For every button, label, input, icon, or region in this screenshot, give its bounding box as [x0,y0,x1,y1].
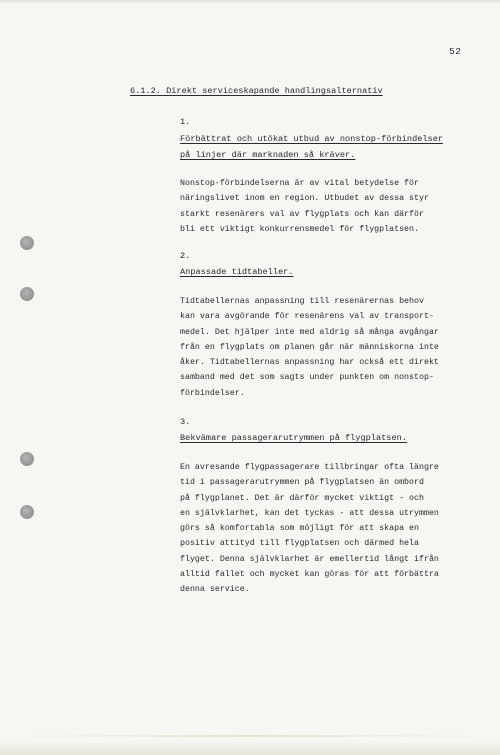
item-3-body-line: positiv attityd till flygplatsen och därmed hela [180,539,419,549]
item-1-title [180,131,443,163]
punch-hole [20,452,34,466]
item-2-body-line: från en flygplats om planen går när människorna inte [180,342,439,352]
item-3-body-line: görs så komfortabla som möjligt för att skapa en [180,524,419,534]
item-1-body-line: näringslivet inom en region. Utbudet av dessa styr [180,194,429,204]
punch-hole [20,287,34,301]
item-3-body-line: en självklarhet, kan det tyckas - att dessa utrymmen [180,508,439,518]
item-2-body-line: kan vara avgörande för resenärens val av transport- [180,312,434,322]
page-bottom-mark [20,735,480,737]
item-2-title [180,264,293,280]
page-bottom-edge [0,741,500,755]
item-1-body [180,176,429,237]
item-2-body-line: medel. Det hjälper inte med aldrig så många avgångar [180,327,439,337]
punch-hole [20,505,34,519]
item-3-body-line: En avresande flygpassagerare tillbringar ofta längre [180,463,439,472]
item-3-body-line: alltid fallet och mycket kan göras för att förbättra [180,570,439,580]
item-2-body [180,294,439,401]
item-3-body-line: på flygplanet. Det är därför mycket viktigt - och [180,493,424,503]
item-2-title-line: Anpassade tidtabeller. [180,267,294,277]
item-1-number: 1. [180,117,191,127]
section-heading: 6.1.2. Direkt serviceskapande handlingsalternativ [130,86,383,96]
item-2-body-line: Tidtabellernas anpassning till resenärernas behov [180,297,424,306]
page-top-edge [0,0,500,4]
item-1-body-line: starkt resenärers val av flygplats och kan därför [180,209,424,219]
item-2-body-line: åker. Tidtabellernas anpassning har också ett direkt [180,358,439,368]
page-number: 52 [449,46,462,57]
item-3-body-line: flyget. Denna självklarhet är emellertid långt ifrån [180,554,439,564]
item-3-body-line: tid i passagerarutrymmen på flygplatsen än ombord [180,478,424,488]
item-1-title-line: på linjer där marknaden så kräver. [180,150,356,160]
item-1-body-line: Nonstop-förbindelserna är av vital betydelse för [180,179,419,188]
item-2-number: 2. [180,251,191,261]
item-3-number: 3. [180,417,191,427]
item-2-body-line: förbindelser. [180,388,245,398]
item-1-title-line: Förbättrat och utökat utbud av nonstop-förbindelser [180,134,444,144]
item-3-body-line: denna service. [180,585,250,595]
item-1-body-line: bli ett viktigt konkurrensmedel för flygplatsen. [180,224,419,234]
item-3-title [180,430,407,446]
punch-hole [20,236,34,250]
item-3-title-line: Bekvämare passagerarutrymmen på flygplatsen. [180,433,407,443]
item-3-body [180,460,439,598]
item-2-body-line: samband med det som sagts under punkten om nonstop- [180,373,434,383]
